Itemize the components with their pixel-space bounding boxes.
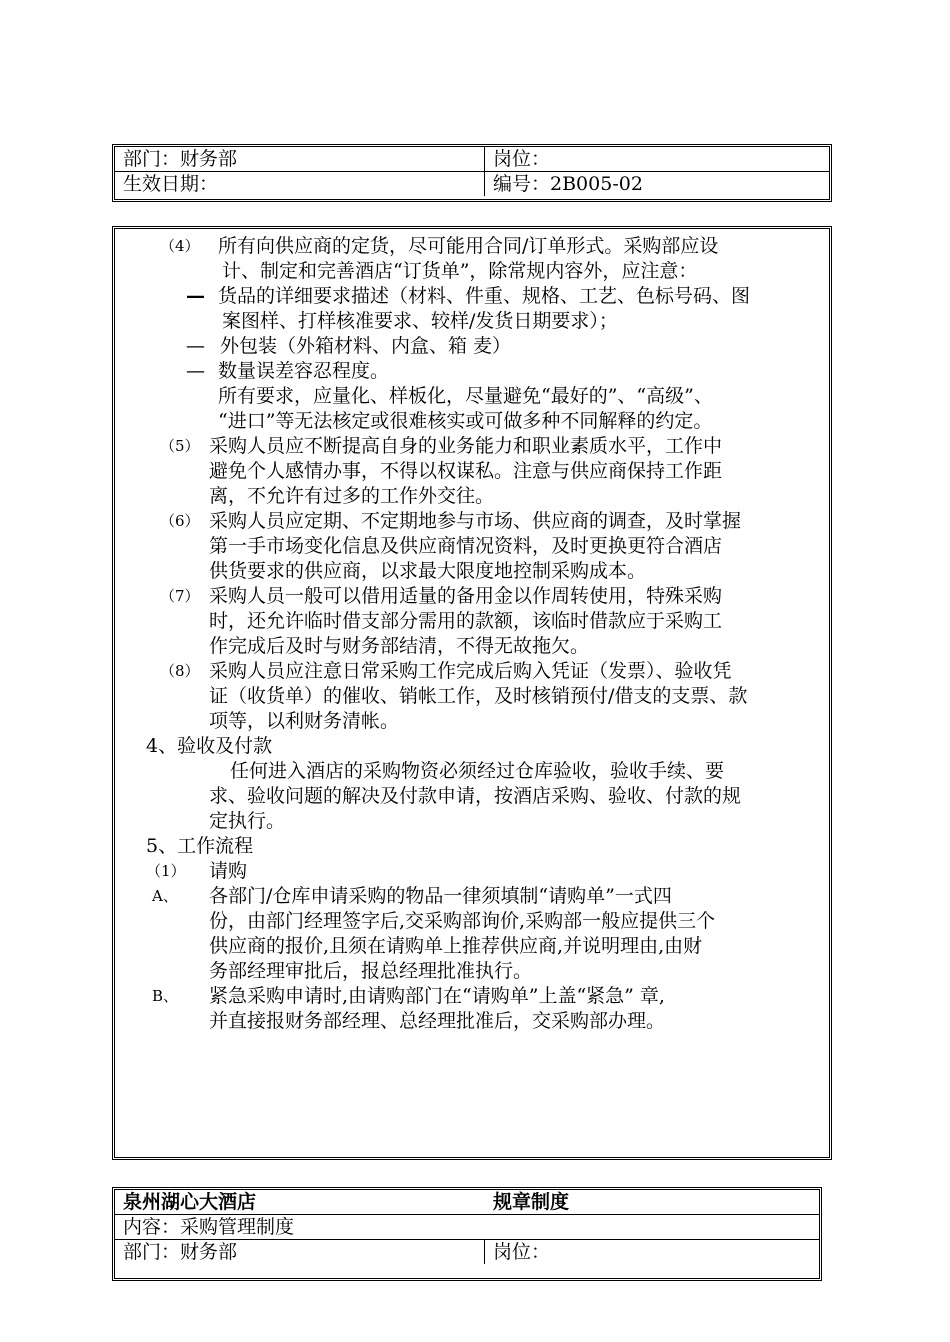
bottom-post-cell: 岗位：: [493, 1241, 551, 1263]
bottom-header-table: [112, 1187, 822, 1281]
bottom-department-cell: 部门：财务部: [115, 1240, 485, 1264]
post-cell: 岗位：: [493, 148, 551, 170]
b-line: 紧急采购申请时,由请购部门在“请购单”上盖“紧急” 章,: [209, 985, 665, 1007]
item6-line: 第一手市场变化信息及供应商情况资料，及时更换更符合酒店: [209, 535, 723, 557]
department-cell: 部门：财务部: [115, 147, 485, 171]
top-header-table: [112, 144, 832, 202]
a-line: 各部门/仓库申请采购的物品一律须填制“请购单”一式四: [209, 885, 672, 907]
header-row-2: [115, 171, 829, 196]
item6-line: 供货要求的供应商，以求最大限度地控制采购成本。: [209, 560, 647, 582]
item6-line: 采购人员应定期、不定期地参与市场、供应商的调查，及时掌握: [209, 510, 742, 532]
a-line: 份，由部门经理签字后,交采购部询价,采购部一般应提供三个: [209, 910, 716, 932]
header-row-1: [115, 147, 829, 171]
section4-line: 任何进入酒店的采购物资必须经过仓库验收，验收手续、要: [230, 760, 725, 782]
bullet-dash: —: [186, 335, 205, 357]
a-line: 务部经理审批后，报总经理批准执行。: [209, 960, 533, 982]
item4-note-line: “进口”等无法核定或很难核实或可做多种不同解释的约定。: [218, 410, 713, 432]
code-cell: 编号：2B005-02: [493, 173, 643, 195]
item5-line: 避免个人感情办事，不得以权谋私。注意与供应商保持工作距: [209, 460, 723, 482]
bullet-dash: —: [186, 285, 205, 307]
bullet-dash: —: [186, 360, 205, 382]
item4-line: 所有向供应商的定货，尽可能用合同/订单形式。采购部应设: [218, 235, 719, 257]
item8-line: 项等，以利财务清帐。: [209, 710, 400, 732]
section5-sub1-title: 请购: [209, 860, 248, 882]
a-line: 供应商的报价,且须在请购单上推荐供应商,并说明理由,由财: [209, 935, 703, 957]
item5-line: 离，不允许有过多的工作外交往。: [209, 485, 495, 507]
item7-line: 时，还允许临时借支部分需用的款额，该临时借款应于采购工: [209, 610, 723, 632]
item6-number: （6）: [160, 512, 200, 530]
item4-line: 计、制定和完善酒店“订货单”，除常规内容外，应注意：: [222, 260, 698, 282]
item4-number: （4）: [160, 237, 200, 255]
label-b: B、: [152, 987, 179, 1005]
item4-note-line: 所有要求，应量化、样板化，尽量避免“最好的”、“高级”、: [218, 385, 713, 407]
item8-line: 采购人员应注意日常采购工作完成后购入凭证（发票）、验收凭: [209, 660, 732, 682]
label-a: A、: [152, 887, 178, 905]
b-line: 并直接报财务部经理、总经理批准后，交采购部办理。: [209, 1010, 666, 1032]
doc-type: 规章制度: [493, 1191, 570, 1213]
section5-title: 5、工作流程: [146, 835, 254, 857]
bullet-line: 货品的详细要求描述（材料、件重、规格、工艺、色标号码、图: [218, 285, 751, 307]
bullet-line: 外包装（外箱材料、内盒、箱 麦）: [220, 335, 512, 357]
section5-sub1-number: （1）: [146, 862, 186, 880]
bullet-line: 案图样、打样核准要求、较样/发货日期要求）；: [222, 310, 618, 332]
item8-line: 证（收货单）的催收、销帐工作，及时核销预付/借支的支票、款: [209, 685, 748, 707]
item7-line: 作完成后及时与财务部结清，不得无故拖欠。: [209, 635, 590, 657]
item7-line: 采购人员一般可以借用适量的备用金以作周转使用，特殊采购: [209, 585, 723, 607]
bottom-row-1: [115, 1190, 819, 1214]
item5-number: （5）: [160, 437, 200, 455]
item7-number: （7）: [160, 587, 200, 605]
item8-number: （8）: [160, 662, 200, 680]
hotel-name: 泉州湖心大酒店: [123, 1191, 257, 1213]
section4-line: 定执行。: [209, 810, 286, 832]
section4-line: 求、验收问题的解决及付款申请，按酒店采购、验收、付款的规: [209, 785, 742, 807]
content-cell: 内容：采购管理制度: [123, 1216, 295, 1238]
item5-line: 采购人员应不断提高自身的业务能力和职业素质水平，工作中: [209, 435, 723, 457]
bullet-line: 数量误差容忍程度。: [218, 360, 390, 382]
bottom-row-2: [115, 1214, 819, 1239]
bottom-row-3: [115, 1239, 819, 1264]
effective-date-cell: 生效日期：: [115, 172, 485, 196]
section4-title: 4、验收及付款: [146, 735, 273, 757]
